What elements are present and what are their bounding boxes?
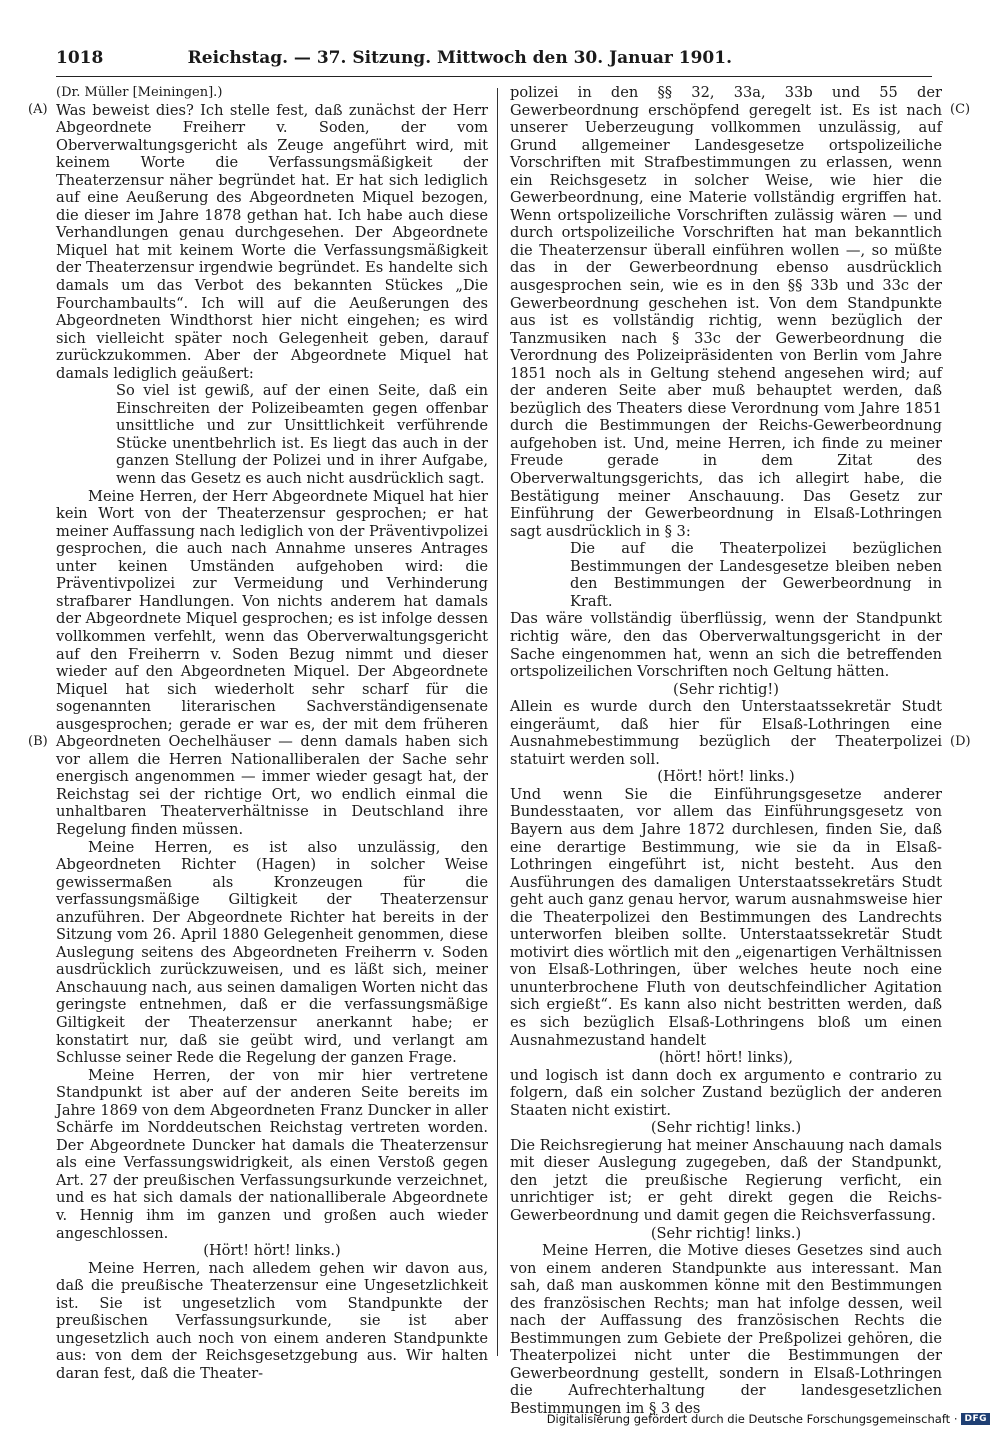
paragraph: Meine Herren, der Herr Abgeordnete Miquel hat hier kein Wort von der Theaterzensur gesprochen; er hat meiner Auffassung nach lediglich von der Präventivpolizei gesprochen, die auch nach Annahme unseres Antrages unter keinen Umständen aufgehoben wird: die Präventivpolizei zur Vermeidung und Verhinderung strafbarer Handlungen. Von nichts anderem hat damals der Abgeordnete Miquel gesprochen; es ist infolge dessen vollkommen verfehlt, wenn das Oberverwaltungsgericht auf den Freiherrn v. Soden Bezug nimmt und dieser wieder auf den Abgeordneten Miquel. Der Abgeordnete Miquel hat sich wiederholt sehr scharf für die sogenannten literarischen Sachverständigensenate ausgesprochen; gerade er war es, der mit dem früheren Abgeordneten Oechelhäuser — denn damals haben sich vor allem die Herren Nationalliberalen der Sache sehr energisch angenommen — immer wieder gesagt hat, der Reichstag sei der richtige Ort, wo endlich einmal die unhaltbaren Theaterverhältnisse in Deutschland ihre Regelung finden müssen. — [56, 487, 488, 838]
margin-marker-a: (A) — [28, 102, 48, 117]
quotation: Die auf die Theaterpolizei bezüglichen Bestimmungen der Landesgesetze bleiben neben den Bestimmungen der Gewerbeordnung in Kraft. — [570, 540, 942, 610]
page-header — [56, 48, 932, 76]
margin-marker-d: (D) — [950, 734, 971, 749]
interjection: (Sehr richtig! links.) — [650, 1224, 802, 1242]
interjection: (Hört! hört! links.) — [657, 768, 795, 786]
paragraph: Das wäre vollständig überflüssig, wenn der Standpunkt richtig wäre, den das Oberverwaltungsgericht in der Sache eingenommen hat, wenn an sich die betreffenden ortspolizeilichen Vorschriften noch Geltung hätten. — [510, 610, 942, 681]
paragraph: Und wenn Sie die Einführungsgesetze anderer Bundesstaaten, vor allem das Einführungsgesetz von Bayern aus dem Jahre 1872 durchlesen, finden Sie, daß eine derartige Bestimmung, wie sie da in Elsaß-Lothringen eingeführt ist, nicht besteht. Aus den Ausführungen des damaligen Unterstaatssekretärs Studt geht auch ganz genau hervor, warum ausnahmsweise hier die Theaterpolizei den Bestimmungen des Landrechts unterworfen bleiben sollte. Unterstaatssekretär Studt motivirt dies wörtlich mit den „eigenartigen Verhältnissen von Elsaß-Lothringen, über welches heute noch eine ununterbrochene Fluth von deutschfeindlicher Agitation sich ergießt“. Es kann also nicht bestritten werden, daß es sich bezüglich Elsaß-Lothringens bloß um einen Ausnahmezustand handelt — [510, 785, 943, 1049]
paragraph: Was beweist dies? Ich stelle fest, daß zunächst der Herr Abgeordnete Freiherr v. Soden, der vom Oberverwaltungsgericht als Zeuge angeführt wird, mit keinem Worte die Verfassungsmäßigkeit der Theaterzensur näher begründet hat. Er hat sich lediglich auf eine Aeußerung des Abgeordneten Miquel bezogen, die dieser im Jahre 1878 gethan hat. Ich habe auch diese Verhandlungen genau durchgesehen. Der Abgeordnete Miquel hat mit keinem Worte die Verfassungsmäßigkeit der Theaterzensur irgendwie begründet. Es handelte sich damals um das Verbot des bekannten Stückes „Die Fourchambaults“. Ich will auf die Aeußerungen des Abgeordneten Windthorst hier nicht eingehen; es wird sich vielleicht später noch Gelegenheit geben, darauf zurückzukommen. Aber der Abgeordnete Miquel hat damals lediglich geäußert: — [56, 101, 488, 382]
header-rule — [56, 76, 932, 77]
right-column — [510, 84, 942, 1418]
running-title: Reichstag. — 37. Sitzung. Mittwoch den 30. Januar 1901. — [187, 48, 732, 68]
paragraph: polizei in den §§ 32, 33a, 33b und 55 der Gewerbeordnung erschöpfend geregelt ist. Es ist nach unserer Ueberzeugung vollkommen unzulässig, auf Grund allgemeiner Landesgesetze ortspolizeiliche Vorschriften mit Strafbestimmungen zu erlassen, wenn ein Reichsgesetz in solcher Weise, wie hier die Gewerbeordnung, eine Materie vollständig ergriffen hat. Wenn ortspolizeiliche Vorschriften zulässig wären — und durch ortspolizeiliche Vorschriften hat man bekanntlich die Theaterzensur überall einführen wollen —, so müßte das in der Gewerbeordnung ebenso ausdrücklich ausgesprochen sein, wie es in den §§ 33b und 33c der Gewerbeordnung geschehen ist. Von dem Standpunkte aus ist es vollständig richtig, wenn bezüglich der Tanzmusiken nach § 33c der Gewerbeordnung die Verordnung des Polizeipräsidenten von Berlin vom Jahre 1851 noch als in Geltung stehend angesehen wird; auf der anderen Seite aber muß behauptet werden, daß bezüglich des Theaters diese Verordnung vom Jahre 1851 durch die Bestimmungen der Reichs-Gewerbeordnung aufgehoben ist. Und, meine Herren, ich finde zu meiner Freude gerade in dem Zitat des Oberverwaltungsgerichts, das ich allegirt habe, die Bestätigung meiner Anschauung. Das Gesetz zur Einführung der Gewerbeordnung in Elsaß-Lothringen sagt ausdrücklich in § 3: — [510, 84, 942, 540]
margin-marker-b: (B) — [28, 734, 48, 749]
paragraph: Meine Herren, es ist also unzulässig, den Abgeordneten Richter (Hagen) in solcher Weise gewissermaßen als Kronzeugen für die verfassungsmäßige Giltigkeit der Theaterzensur anzuführen. Der Abgeordnete Richter hat bereits in der Sitzung vom 26. April 1880 Gelegenheit genommen, diese Auslegung seitens des Abgeordneten Freiherrn v. Soden ausdrücklich zurückzuweisen, und es läßt sich, meiner Anschauung nach, aus seinen damaligen Worten nicht das geringste entnehmen, daß er die verfassungsmäßige Giltigkeit der Theaterzensur anerkannt habe; er konstatirt nur, daß sie geübt wird, und verlangt am Schlusse seiner Rede die Regelung der ganzen Frage. — [56, 838, 488, 1067]
paragraph: und logisch ist dann doch ex argumento e contrario zu folgern, daß ein solcher Zustand bezüglich der anderen Staaten nicht existirt. — [510, 1066, 942, 1119]
dfg-logo: DFG — [961, 1413, 990, 1425]
paragraph: Allein es wurde durch den Unterstaatssekretär Studt eingeräumt, daß hier für Elsaß-Lothringen eine Ausnahmebestimmung bezüglich der Theaterpolizei statuirt werden soll. — [510, 698, 942, 768]
quotation: So viel ist gewiß, auf der einen Seite, daß ein Einschreiten der Polizeibeamten gegen offenbar unsittliche und zur Unsittlichkeit verführende Stücke unentbehrlich ist. Es liegt das auch in der ganzen Stellung der Polizei und in ihrer Aufgabe, wenn das Gesetz es auch nicht ausdrücklich sagt. — [116, 382, 488, 488]
interjection: (Sehr richtig!) — [673, 680, 779, 698]
footer-credit: Digitalisierung gefördert durch die Deutsche Forschungsgemeinschaft · — [546, 1412, 958, 1426]
page-number: 1018 — [56, 48, 104, 68]
left-column — [56, 84, 488, 1382]
interjection: (Sehr richtig! links.) — [650, 1119, 802, 1137]
interjection: (Hört! hört! links.) — [203, 1242, 341, 1260]
column-divider — [497, 88, 498, 1356]
paragraph: Meine Herren, der von mir hier vertretene Standpunkt ist aber auf der anderen Seite bereits im Jahre 1869 von dem Abgeordneten Franz Duncker in aller Schärfe im Norddeutschen Reichstag vertreten worden. Der Abgeordnete Duncker hat damals die Theaterzensur als eine Verfassungswidrigkeit, als einen Verstoß gegen Art. 27 der preußischen Verfassungsurkunde verzeichnet, und es hat sich damals der nationalliberale Abgeordnete v. Hennig ihm im ganzen und großen auch wieder angeschlossen. — [56, 1066, 488, 1242]
footer — [547, 1412, 990, 1426]
paragraph: Meine Herren, nach alledem gehen wir davon aus, daß die preußische Theaterzensur eine Ungesetzlichkeit ist. Sie ist ungesetzlich vom Standpunkte der preußischen Verfassungsurkunde, sie ist aber ungesetzlich auch noch von einem anderen Standpunkte aus: von dem der Reichsgesetzgebung aus. Wir halten daran fest, daß die Theater- — [56, 1259, 488, 1382]
paragraph: (Dr. Müller [Meiningen].) — [56, 85, 223, 100]
paragraph: Meine Herren, die Motive dieses Gesetzes sind auch von einem anderen Standpunkte aus interessant. Man sah, daß man auskommen könne mit den Bestimmungen des französischen Rechts; man hat infolge dessen, weil nach der Auffassung des französischen Rechts die Bestimmungen zum Gebiete der Preßpolizei gehören, die Theaterpolizei nicht unter die Bestimmungen der Gewerbeordnung gestellt, sondern in Elsaß-Lothringen die Aufrechterhaltung der landesgesetzlichen Bestimmungen im § 3 des — [510, 1242, 942, 1418]
interjection: (hört! hört! links), — [658, 1049, 794, 1067]
paragraph: Die Reichsregierung hat meiner Anschauung nach damals mit dieser Auslegung zugegeben, daß der Standpunkt, den jetzt die preußische Regierung verficht, ein unrichtiger ist; er geht direkt gegen die Reichs-Gewerbeordnung und damit gegen die Reichsverfassung. — [510, 1136, 942, 1224]
margin-marker-c: (C) — [950, 102, 971, 117]
